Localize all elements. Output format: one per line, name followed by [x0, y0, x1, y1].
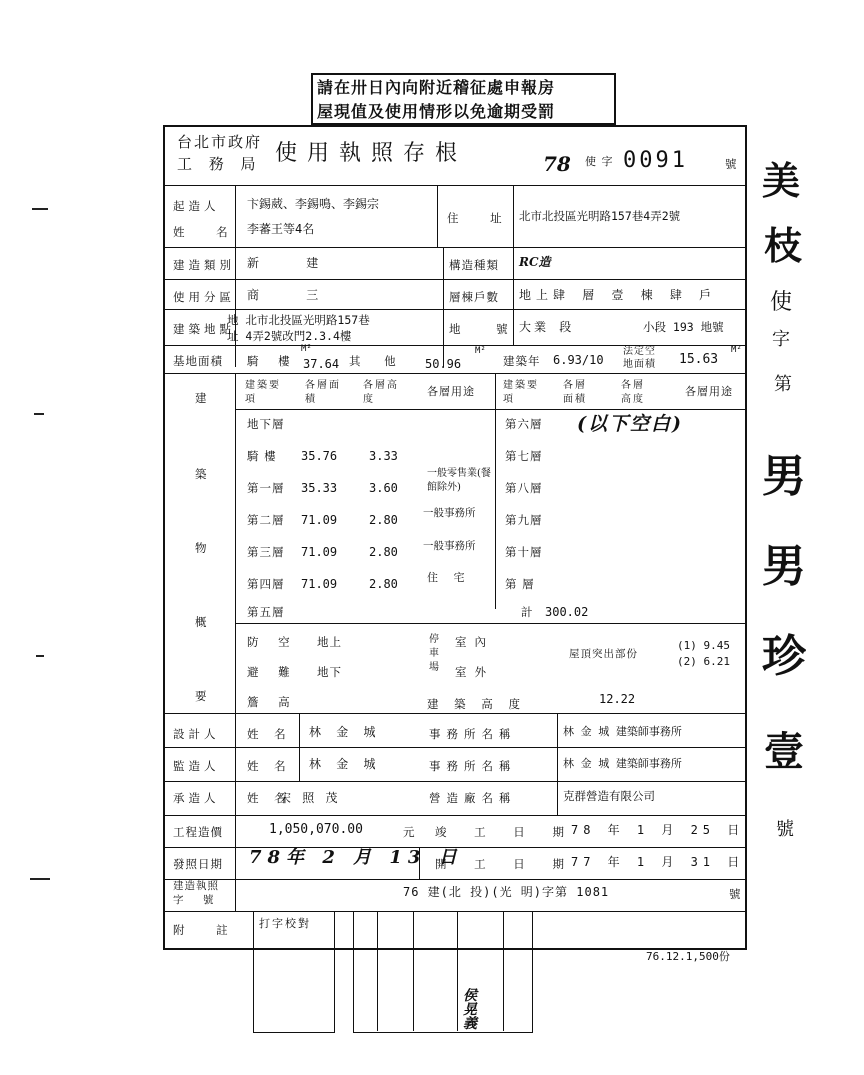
issue-date-label: 發照日期 [173, 857, 223, 871]
site-label: 建築地點 [173, 322, 235, 336]
margin-glyph: 枝 [764, 223, 803, 268]
designer-office: 林 金 城 建築師事務所 [563, 725, 682, 738]
col-header: 建築要項 [245, 380, 281, 405]
supervisor-name-label: 姓 名 [247, 759, 292, 773]
floor-name: 第三層 [247, 545, 285, 559]
floor-name-right: 第六層 [505, 417, 543, 431]
shelter-above-label: 地上 [317, 635, 342, 649]
cost-label: 工程造價 [173, 825, 223, 839]
floor-name-right: 第 層 [505, 577, 535, 591]
scan-mark [30, 878, 50, 880]
cost-value: 1,050,070.00 [269, 822, 363, 837]
supervisor-office: 林 金 城 建築師事務所 [563, 757, 682, 770]
contractor-firm: 克群營造有限公司 [563, 789, 655, 803]
roof-value-1: (1) 9.45 [677, 639, 730, 652]
margin-glyph: 第 [774, 374, 792, 395]
top-notice-line1: 請在卅日內向附近稽征處申報房 [317, 78, 556, 97]
other-area-label: 其 他 [349, 354, 406, 368]
supervisor-name: 林 金 城 [309, 757, 380, 771]
margin-glyph: 使 [770, 290, 793, 315]
shelter-label-2: 避 難 [247, 665, 298, 679]
floor-use: 一般事務所 [423, 507, 476, 519]
supervisor-label: 監造人 [173, 759, 220, 773]
start-date-label: 開 工 日 期 [435, 857, 576, 871]
floor-name-right: 第九層 [505, 513, 543, 527]
designer-name: 林 金 城 [309, 725, 380, 739]
build-type-value: 新 建 [247, 256, 339, 270]
top-notice-box [311, 73, 616, 125]
bldg-side-3: 物 [195, 541, 211, 555]
floor-name: 第四層 [247, 577, 285, 591]
arcade-label: 騎 樓 [247, 354, 298, 368]
col-header: 建築要項 [503, 380, 539, 405]
permit-no-label-2: 字 號 [173, 894, 222, 906]
total-label: 計 [521, 605, 537, 619]
building-height: 12.22 [599, 692, 636, 706]
shelter-label-1: 防 空 [247, 635, 298, 649]
legal-open-label-2: 地面積 [623, 359, 656, 370]
legal-open-label-1: 法定空 [623, 346, 656, 357]
build-type-label: 建造類別 [173, 258, 235, 272]
owner-address: 北市北投區光明路157巷4弄2號 [519, 209, 681, 223]
floor-name: 第五層 [247, 605, 285, 619]
designer-label: 設計人 [173, 727, 220, 741]
permit-no-suffix: 號 [729, 887, 745, 901]
remarks-label: 附 註 [173, 923, 242, 937]
bldg-side-5: 要 [195, 689, 211, 703]
check-label: 打字校對 [259, 917, 311, 930]
other-area: 50.96 [425, 357, 462, 371]
shelter-below-label: 地下 [317, 665, 342, 679]
floor-use: 一般事務所 [423, 540, 476, 552]
floor-area: 71.09 [301, 545, 338, 559]
margin-glyph: 壹 [764, 728, 804, 775]
floor-name-right: 第七層 [505, 449, 543, 463]
review-stamp-box [353, 911, 533, 1033]
roof-label: 屋頂突出部份 [569, 648, 638, 660]
scan-mark [34, 413, 44, 415]
start-date: 77 年 1 月 31 日 [571, 855, 745, 869]
structure-label: 構造種類 [449, 258, 499, 272]
col-header: 各層面積 [563, 380, 587, 405]
floor-name: 騎 樓 [247, 449, 277, 463]
margin-glyph: 男 [762, 451, 806, 502]
completion-date-label: 竣 工 日 期 [435, 825, 576, 839]
floor-height: 2.80 [369, 545, 398, 559]
unit-m2: M² [475, 346, 486, 356]
issue-date: 78年 2 月 13 日 [249, 847, 463, 868]
total-area: 300.02 [545, 605, 589, 619]
build-year: 6.93/10 [553, 353, 604, 367]
designer-name-label: 姓 名 [247, 727, 292, 741]
zone-label: 使用分區 [173, 290, 235, 304]
col-header: 各層用途 [427, 385, 475, 398]
unit-m2: M² [731, 345, 742, 355]
print-note: 76.12.1,500份 [646, 950, 730, 963]
margin-glyph: 字 [772, 329, 790, 350]
floor-area: 71.09 [301, 577, 338, 591]
permit-prefix: 使 字 [585, 155, 614, 168]
designer-office-label: 事務所名稱 [429, 727, 517, 741]
margin-glyph: 男 [762, 541, 806, 592]
floor-use: 一般零售業(餐館除外) [427, 468, 491, 493]
floor-name: 第一層 [247, 481, 285, 495]
floor-height: 3.60 [369, 481, 398, 495]
blank-below-note: (以下空白) [577, 413, 683, 435]
top-notice-line2: 屋現值及使用情形以免逾期受罰 [317, 102, 556, 121]
floor-name-right: 第八層 [505, 481, 543, 495]
roof-value-2: (2) 6.21 [677, 655, 730, 668]
contractor-name-label: 姓 名 [247, 791, 292, 805]
col-header: 各層用途 [685, 385, 733, 398]
floor-use: 住 宅 [427, 571, 471, 584]
page-title: 使用執照存根 [275, 141, 468, 166]
permit-year: 78 [543, 152, 571, 176]
eave-height-label: 簷 高 [247, 695, 298, 709]
bldg-side-2: 築 [195, 467, 211, 481]
owner-names-1: 卞錫葳、李錫鳴、李錫宗 [247, 197, 380, 211]
parking-label: 停 車 場 [429, 634, 439, 673]
completion-date: 78 年 1 月 25 日 [571, 823, 745, 837]
col-header: 各層高度 [621, 380, 645, 405]
contractor-label: 承造人 [173, 791, 220, 805]
bldg-side-1: 建 [195, 391, 211, 405]
floor-name: 地下層 [247, 417, 285, 431]
org-line1: 台北市政府 [177, 133, 263, 151]
floors-value: 地上肆 層 壹 棟 肆 戶 [519, 288, 717, 302]
floor-area: 35.33 [301, 481, 338, 495]
margin-glyph: 珍 [762, 631, 806, 682]
lot-label: 地 號 [449, 322, 524, 336]
signer-name: 侯晃義 [463, 988, 477, 1032]
contractor-firm-label: 營造廠名稱 [429, 791, 517, 805]
margin-glyph: 號 [776, 819, 794, 840]
unit-m2: M² [301, 344, 312, 354]
legal-open-area: 15.63 [679, 352, 719, 367]
build-year-label: 建築年 [503, 354, 541, 368]
permit-suffix: 號 [725, 157, 741, 171]
zone-value: 商 三 [247, 288, 339, 302]
site-address-2: 址 4弄2號改門2.3.4樓 [227, 329, 352, 343]
floor-height: 2.80 [369, 513, 398, 527]
floors-label: 層棟戶數 [449, 290, 499, 304]
bldg-side-4: 概 [195, 615, 211, 629]
lot-section: 大業 段 [519, 320, 575, 334]
base-area-label: 基地面積 [173, 354, 223, 368]
floor-name-right: 第十層 [505, 545, 543, 559]
floor-height: 2.80 [369, 577, 398, 591]
permit-no-label-1: 建造執照 [173, 880, 219, 892]
col-header: 各層高度 [363, 380, 399, 405]
floor-area: 35.76 [301, 449, 338, 463]
permit-no-value: 76 建(北 投)(光 明)字第 1081 [403, 885, 610, 899]
owner-names-2: 李蕃王等4名 [247, 222, 315, 236]
floor-area: 71.09 [301, 513, 338, 527]
address-label: 住 址 [447, 211, 516, 225]
parking-indoor-label: 室內 [455, 635, 494, 649]
owner-label: 起造人 [173, 199, 220, 213]
contractor-name: 宋 照 茂 [279, 791, 340, 805]
site-address-1: 地 北市北投區光明路157巷 [227, 313, 370, 327]
scan-mark [32, 208, 48, 210]
lot-subsection: 小段 193 地號 [643, 320, 724, 334]
arcade-area: 37.64 [303, 357, 340, 371]
org-line2: 工 務 局 [177, 155, 262, 173]
parking-outdoor-label: 室外 [455, 665, 494, 679]
name-label: 姓 名 [173, 225, 242, 239]
supervisor-office-label: 事務所名稱 [429, 759, 517, 773]
col-header: 各層面積 [305, 380, 341, 405]
structure-value: RC造 [519, 255, 551, 269]
cost-currency: 元 [403, 825, 419, 839]
scan-mark [36, 655, 44, 657]
permit-number: 0091 [623, 148, 688, 173]
floor-height: 3.33 [369, 449, 398, 463]
floor-name: 第二層 [247, 513, 285, 527]
margin-glyph: 美 [762, 158, 801, 203]
building-height-label: 建 築 高 度 [427, 697, 526, 711]
